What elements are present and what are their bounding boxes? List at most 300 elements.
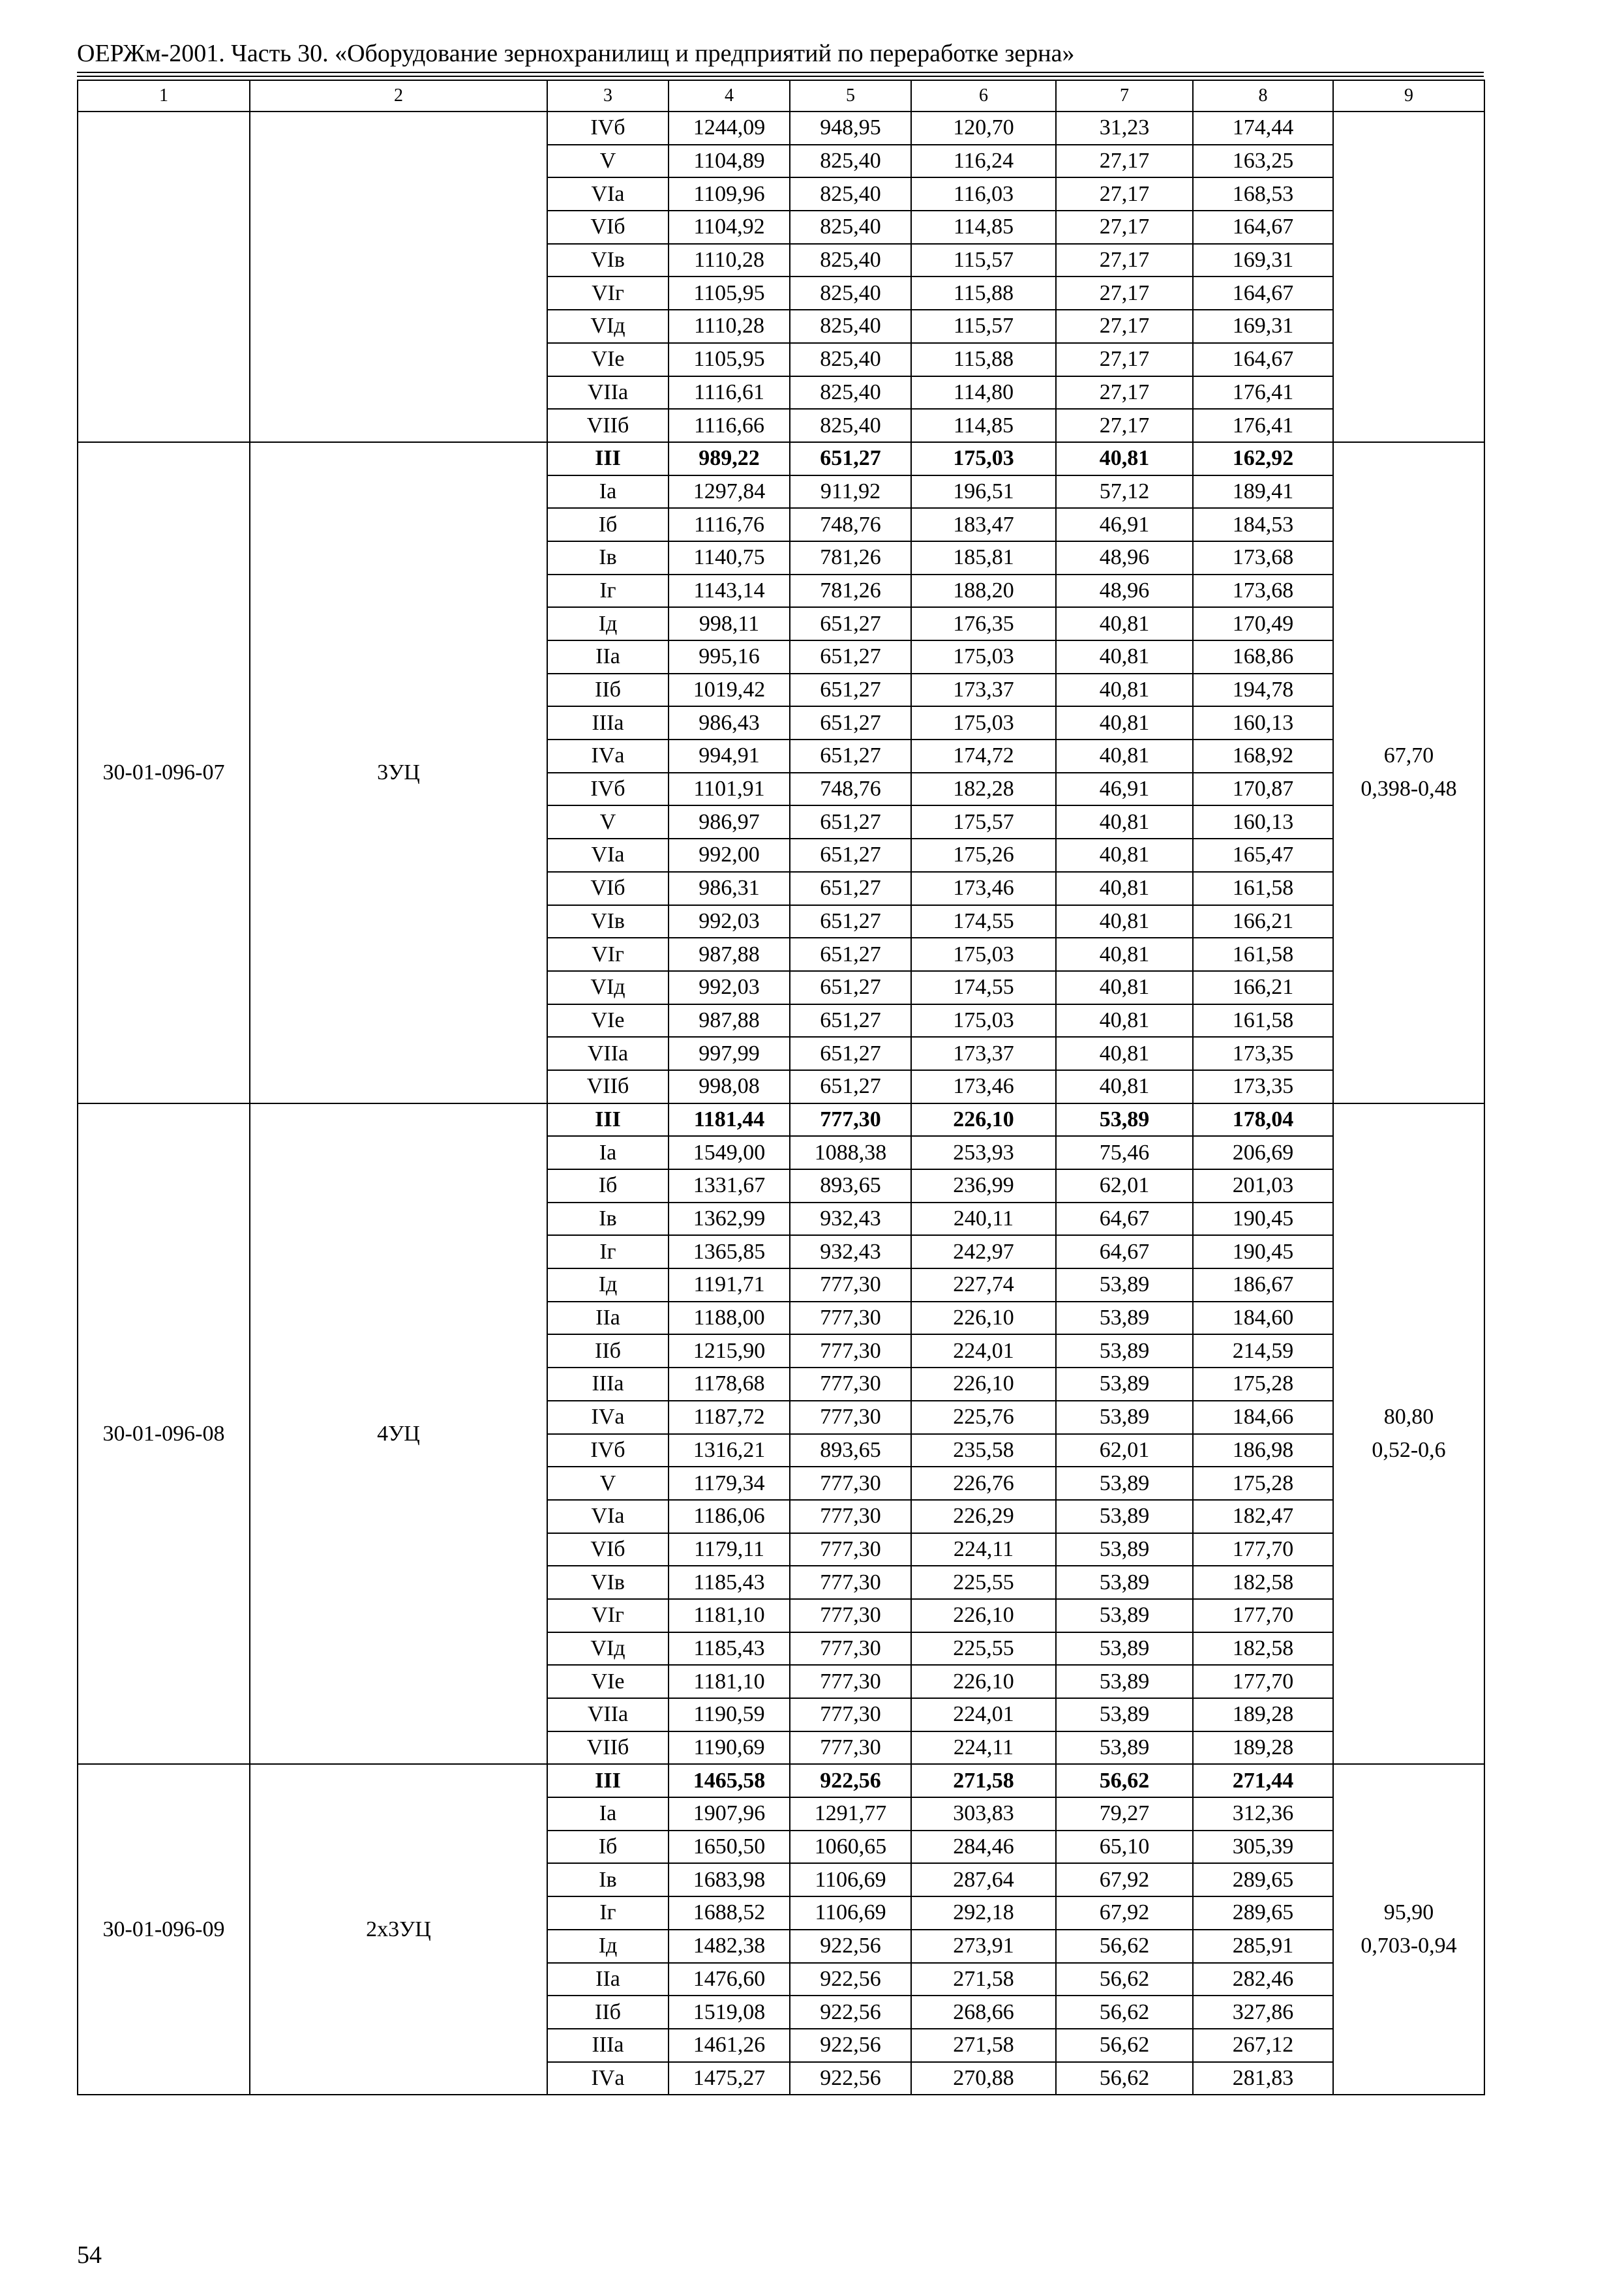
value-cell: 176,41	[1193, 409, 1333, 442]
value-cell: 271,58	[911, 2029, 1056, 2062]
value-cell: 75,46	[1056, 1136, 1193, 1169]
zone-cell: IIб	[547, 1996, 669, 2029]
value-cell: 825,40	[790, 277, 911, 310]
value-cell: 163,25	[1193, 145, 1333, 178]
value-cell: 922,56	[790, 1996, 911, 2029]
value-cell: 182,58	[1193, 1632, 1333, 1666]
value-cell: 932,43	[790, 1203, 911, 1236]
value-cell: 1907,96	[669, 1797, 790, 1831]
value-cell: 48,96	[1056, 541, 1193, 575]
value-cell: 1181,44	[669, 1103, 790, 1137]
value-cell: 40,81	[1056, 607, 1193, 640]
value-cell: 62,01	[1056, 1434, 1193, 1467]
page-number: 54	[77, 2241, 102, 2269]
value-cell: 175,03	[911, 442, 1056, 475]
value-cell: 175,03	[911, 1004, 1056, 1038]
col-header-7: 7	[1056, 80, 1193, 112]
value-cell: 997,99	[669, 1037, 790, 1070]
mass-value: 67,70	[1383, 743, 1434, 768]
value-cell: 175,28	[1193, 1467, 1333, 1500]
value-cell: 164,67	[1193, 277, 1333, 310]
value-cell: 1215,90	[669, 1334, 790, 1368]
value-cell: 40,81	[1056, 1004, 1193, 1038]
value-cell: 174,44	[1193, 112, 1333, 145]
value-cell: 1105,95	[669, 343, 790, 376]
value-cell: 998,08	[669, 1070, 790, 1103]
value-cell: 270,88	[911, 2062, 1056, 2095]
value-cell: 285,91	[1193, 1930, 1333, 1963]
header-rule-top	[77, 72, 1484, 73]
value-cell: 922,56	[790, 1930, 911, 1963]
value-cell: 1683,98	[669, 1863, 790, 1896]
mass-value: 80,80	[1383, 1404, 1434, 1429]
zone-cell: IIа	[547, 640, 669, 674]
zone-cell: VIе	[547, 1004, 669, 1038]
zone-cell: IVа	[547, 1401, 669, 1434]
value-cell: 173,35	[1193, 1037, 1333, 1070]
value-cell: 206,69	[1193, 1136, 1333, 1169]
value-cell: 194,78	[1193, 674, 1333, 707]
value-cell: 1475,27	[669, 2062, 790, 2095]
mass-range: 0,703-0,94	[1361, 1933, 1457, 1958]
value-cell: 40,81	[1056, 905, 1193, 938]
value-cell: 175,28	[1193, 1368, 1333, 1401]
equipment-name: 4УЦ	[250, 1103, 547, 1765]
value-cell: 224,11	[911, 1533, 1056, 1566]
value-cell: 53,89	[1056, 1665, 1193, 1698]
value-cell: 992,03	[669, 971, 790, 1004]
value-cell: 225,55	[911, 1566, 1056, 1599]
value-cell: 161,58	[1193, 872, 1333, 905]
value-cell: 825,40	[790, 244, 911, 277]
value-cell: 777,30	[790, 1665, 911, 1698]
value-cell: 1291,77	[790, 1797, 911, 1831]
weight-cell	[1333, 112, 1484, 442]
zone-cell: IIа	[547, 1963, 669, 1996]
zone-cell: VIIб	[547, 409, 669, 442]
col-header-8: 8	[1193, 80, 1333, 112]
resource-code: 30-01-096-07	[78, 442, 250, 1103]
value-cell: 1365,85	[669, 1235, 790, 1268]
zone-cell: VIб	[547, 211, 669, 244]
value-cell: 1116,61	[669, 376, 790, 410]
zone-cell: V	[547, 805, 669, 839]
value-cell: 166,21	[1193, 971, 1333, 1004]
zone-cell: IIIа	[547, 1368, 669, 1401]
value-cell: 777,30	[790, 1401, 911, 1434]
value-cell: 825,40	[790, 145, 911, 178]
zone-cell: VIа	[547, 839, 669, 872]
value-cell: 289,65	[1193, 1863, 1333, 1896]
value-cell: 170,49	[1193, 607, 1333, 640]
value-cell: 173,37	[911, 1037, 1056, 1070]
zone-cell: VIа	[547, 1500, 669, 1533]
value-cell: 651,27	[790, 805, 911, 839]
value-cell: 64,67	[1056, 1203, 1193, 1236]
value-cell: 53,89	[1056, 1334, 1193, 1368]
value-cell: 214,59	[1193, 1334, 1333, 1368]
zone-cell: VIIа	[547, 1698, 669, 1731]
value-cell: 27,17	[1056, 145, 1193, 178]
value-cell: 40,81	[1056, 839, 1193, 872]
value-cell: 196,51	[911, 475, 1056, 509]
zone-cell: V	[547, 1467, 669, 1500]
col-header-1: 1	[78, 80, 250, 112]
value-cell: 932,43	[790, 1235, 911, 1268]
value-cell: 284,46	[911, 1831, 1056, 1864]
col-header-5: 5	[790, 80, 911, 112]
value-cell: 201,03	[1193, 1169, 1333, 1203]
value-cell: 56,62	[1056, 1764, 1193, 1797]
value-cell: 184,66	[1193, 1401, 1333, 1434]
value-cell: 169,31	[1193, 244, 1333, 277]
value-cell: 116,24	[911, 145, 1056, 178]
value-cell: 53,89	[1056, 1632, 1193, 1666]
value-cell: 175,03	[911, 938, 1056, 971]
zone-cell: Iа	[547, 1797, 669, 1831]
value-cell: 1650,50	[669, 1831, 790, 1864]
value-cell: 166,21	[1193, 905, 1333, 938]
page-header: ОЕРЖм-2001. Часть 30. «Оборудование зернохранилищ и предприятий по переработке зерна»	[77, 40, 1075, 67]
zone-cell: IVа	[547, 740, 669, 773]
value-cell: 235,58	[911, 1434, 1056, 1467]
value-cell: 40,81	[1056, 1037, 1193, 1070]
resource-code: 30-01-096-08	[78, 1103, 250, 1765]
zone-cell: VIг	[547, 938, 669, 971]
table-row	[78, 1103, 1484, 1137]
value-cell: 46,91	[1056, 508, 1193, 541]
value-cell: 188,20	[911, 575, 1056, 608]
value-cell: 281,83	[1193, 2062, 1333, 2095]
value-cell: 226,10	[911, 1302, 1056, 1335]
value-cell: 1178,68	[669, 1368, 790, 1401]
value-cell: 27,17	[1056, 211, 1193, 244]
value-cell: 186,67	[1193, 1268, 1333, 1302]
value-cell: 114,80	[911, 376, 1056, 410]
value-cell: 986,31	[669, 872, 790, 905]
zone-cell: Iа	[547, 475, 669, 509]
value-cell: 1019,42	[669, 674, 790, 707]
value-cell: 225,76	[911, 1401, 1056, 1434]
value-cell: 225,55	[911, 1632, 1056, 1666]
value-cell: 176,41	[1193, 376, 1333, 410]
value-cell: 185,81	[911, 541, 1056, 575]
zone-cell: III	[547, 1764, 669, 1797]
zone-cell: VIд	[547, 971, 669, 1004]
value-cell: 1476,60	[669, 1963, 790, 1996]
value-cell: 27,17	[1056, 409, 1193, 442]
zone-cell: IVб	[547, 773, 669, 806]
value-cell: 1181,10	[669, 1665, 790, 1698]
zone-cell: VIе	[547, 1665, 669, 1698]
value-cell: 1104,89	[669, 145, 790, 178]
col-header-3: 3	[547, 80, 669, 112]
column-number-row	[78, 80, 1484, 112]
value-cell: 1110,28	[669, 244, 790, 277]
zone-cell: Iд	[547, 607, 669, 640]
value-cell: 1179,34	[669, 1467, 790, 1500]
value-cell: 992,03	[669, 905, 790, 938]
value-cell: 312,36	[1193, 1797, 1333, 1831]
resource-code: 30-01-096-09	[78, 1764, 250, 2095]
zone-cell: VIв	[547, 905, 669, 938]
mass-range: 0,52-0,6	[1372, 1437, 1446, 1462]
value-cell: 922,56	[790, 1764, 911, 1797]
zone-cell: Iб	[547, 1169, 669, 1203]
value-cell: 1140,75	[669, 541, 790, 575]
value-cell: 57,12	[1056, 475, 1193, 509]
value-cell: 253,93	[911, 1136, 1056, 1169]
value-cell: 651,27	[790, 938, 911, 971]
value-cell: 1190,59	[669, 1698, 790, 1731]
zone-cell: VIв	[547, 244, 669, 277]
zone-cell: IIIа	[547, 706, 669, 740]
value-cell: 53,89	[1056, 1566, 1193, 1599]
weight-cell	[1333, 442, 1484, 1103]
value-cell: 1106,69	[790, 1863, 911, 1896]
value-cell: 27,17	[1056, 277, 1193, 310]
zone-cell: VIIа	[547, 1037, 669, 1070]
value-cell: 303,83	[911, 1797, 1056, 1831]
value-cell: 292,18	[911, 1896, 1056, 1930]
value-cell: 53,89	[1056, 1731, 1193, 1765]
value-cell: 777,30	[790, 1268, 911, 1302]
value-cell: 777,30	[790, 1632, 911, 1666]
value-cell: 777,30	[790, 1731, 911, 1765]
value-cell: 46,91	[1056, 773, 1193, 806]
value-cell: 327,86	[1193, 1996, 1333, 2029]
zone-cell: VIе	[547, 343, 669, 376]
zone-cell: IIIа	[547, 2029, 669, 2062]
value-cell: 1185,43	[669, 1566, 790, 1599]
zone-cell: IVб	[547, 112, 669, 145]
value-cell: 173,68	[1193, 541, 1333, 575]
zone-cell: Iд	[547, 1268, 669, 1302]
value-cell: 53,89	[1056, 1467, 1193, 1500]
value-cell: 40,81	[1056, 938, 1193, 971]
price-table	[77, 80, 1485, 2095]
zone-cell: Iб	[547, 1831, 669, 1864]
value-cell: 1688,52	[669, 1896, 790, 1930]
value-cell: 1549,00	[669, 1136, 790, 1169]
value-cell: 67,92	[1056, 1863, 1193, 1896]
value-cell: 160,13	[1193, 805, 1333, 839]
zone-cell: Iг	[547, 1896, 669, 1930]
value-cell: 53,89	[1056, 1401, 1193, 1434]
value-cell: 651,27	[790, 442, 911, 475]
value-cell: 825,40	[790, 409, 911, 442]
value-cell: 781,26	[790, 541, 911, 575]
value-cell: 62,01	[1056, 1169, 1193, 1203]
value-cell: 40,81	[1056, 674, 1193, 707]
value-cell: 27,17	[1056, 244, 1193, 277]
value-cell: 651,27	[790, 839, 911, 872]
equipment-name	[250, 112, 547, 442]
value-cell: 777,30	[790, 1533, 911, 1566]
value-cell: 282,46	[1193, 1963, 1333, 1996]
zone-cell: Iб	[547, 508, 669, 541]
value-cell: 115,57	[911, 310, 1056, 343]
value-cell: 177,70	[1193, 1599, 1333, 1632]
value-cell: 1519,08	[669, 1996, 790, 2029]
value-cell: 161,58	[1193, 938, 1333, 971]
value-cell: 651,27	[790, 1004, 911, 1038]
col-header-9: 9	[1333, 80, 1484, 112]
value-cell: 53,89	[1056, 1599, 1193, 1632]
weight-cell	[1333, 1764, 1484, 2095]
value-cell: 177,70	[1193, 1533, 1333, 1566]
value-cell: 184,53	[1193, 508, 1333, 541]
value-cell: 1104,92	[669, 211, 790, 244]
value-cell: 651,27	[790, 872, 911, 905]
value-cell: 240,11	[911, 1203, 1056, 1236]
value-cell: 1109,96	[669, 177, 790, 211]
col-header-2: 2	[250, 80, 547, 112]
table-row	[78, 442, 1484, 475]
value-cell: 165,47	[1193, 839, 1333, 872]
zone-cell: VIд	[547, 1632, 669, 1666]
zone-cell: VIа	[547, 177, 669, 211]
value-cell: 1188,00	[669, 1302, 790, 1335]
value-cell: 1244,09	[669, 112, 790, 145]
value-cell: 987,88	[669, 1004, 790, 1038]
value-cell: 651,27	[790, 1037, 911, 1070]
value-cell: 777,30	[790, 1368, 911, 1401]
zone-cell: III	[547, 1103, 669, 1137]
value-cell: 116,03	[911, 177, 1056, 211]
value-cell: 911,92	[790, 475, 911, 509]
value-cell: 190,45	[1193, 1203, 1333, 1236]
zone-cell: V	[547, 145, 669, 178]
value-cell: 1297,84	[669, 475, 790, 509]
value-cell: 1101,91	[669, 773, 790, 806]
value-cell: 651,27	[790, 674, 911, 707]
value-cell: 53,89	[1056, 1103, 1193, 1137]
value-cell: 114,85	[911, 211, 1056, 244]
value-cell: 48,96	[1056, 575, 1193, 608]
value-cell: 27,17	[1056, 177, 1193, 211]
zone-cell: VIIб	[547, 1070, 669, 1103]
zone-cell: Iа	[547, 1136, 669, 1169]
value-cell: 162,92	[1193, 442, 1333, 475]
table-body	[78, 112, 1484, 2095]
value-cell: 825,40	[790, 177, 911, 211]
value-cell: 651,27	[790, 740, 911, 773]
value-cell: 998,11	[669, 607, 790, 640]
value-cell: 1482,38	[669, 1930, 790, 1963]
zone-cell: IVа	[547, 2062, 669, 2095]
resource-code	[78, 112, 250, 442]
value-cell: 182,58	[1193, 1566, 1333, 1599]
value-cell: 40,81	[1056, 640, 1193, 674]
value-cell: 267,12	[1193, 2029, 1333, 2062]
value-cell: 120,70	[911, 112, 1056, 145]
value-cell: 777,30	[790, 1500, 911, 1533]
value-cell: 40,81	[1056, 1070, 1193, 1103]
value-cell: 271,44	[1193, 1764, 1333, 1797]
value-cell: 1179,11	[669, 1533, 790, 1566]
zone-cell: IIб	[547, 674, 669, 707]
value-cell: 226,10	[911, 1103, 1056, 1137]
zone-cell: VIг	[547, 277, 669, 310]
value-cell: 781,26	[790, 575, 911, 608]
value-cell: 922,56	[790, 1963, 911, 1996]
value-cell: 1110,28	[669, 310, 790, 343]
value-cell: 289,65	[1193, 1896, 1333, 1930]
value-cell: 182,47	[1193, 1500, 1333, 1533]
zone-cell: Iд	[547, 1930, 669, 1963]
value-cell: 948,95	[790, 112, 911, 145]
value-cell: 825,40	[790, 343, 911, 376]
zone-cell: IIб	[547, 1334, 669, 1368]
value-cell: 226,76	[911, 1467, 1056, 1500]
value-cell: 825,40	[790, 310, 911, 343]
value-cell: 1116,66	[669, 409, 790, 442]
value-cell: 1461,26	[669, 2029, 790, 2062]
zone-cell: IIа	[547, 1302, 669, 1335]
value-cell: 922,56	[790, 2029, 911, 2062]
zone-cell: Iг	[547, 1235, 669, 1268]
value-cell: 305,39	[1193, 1831, 1333, 1864]
value-cell: 53,89	[1056, 1698, 1193, 1731]
weight-cell	[1333, 1103, 1484, 1765]
zone-cell: VIв	[547, 1566, 669, 1599]
value-cell: 27,17	[1056, 376, 1193, 410]
value-cell: 178,04	[1193, 1103, 1333, 1137]
value-cell: 67,92	[1056, 1896, 1193, 1930]
value-cell: 242,97	[911, 1235, 1056, 1268]
value-cell: 182,28	[911, 773, 1056, 806]
value-cell: 748,76	[790, 773, 911, 806]
value-cell: 986,97	[669, 805, 790, 839]
value-cell: 27,17	[1056, 343, 1193, 376]
zone-cell: VIд	[547, 310, 669, 343]
value-cell: 1116,76	[669, 508, 790, 541]
value-cell: 184,60	[1193, 1302, 1333, 1335]
value-cell: 1143,14	[669, 575, 790, 608]
value-cell: 777,30	[790, 1302, 911, 1335]
value-cell: 825,40	[790, 376, 911, 410]
zone-cell: VIб	[547, 872, 669, 905]
value-cell: 1181,10	[669, 1599, 790, 1632]
value-cell: 224,11	[911, 1731, 1056, 1765]
value-cell: 1316,21	[669, 1434, 790, 1467]
value-cell: 115,88	[911, 343, 1056, 376]
value-cell: 168,86	[1193, 640, 1333, 674]
header-rule-bottom	[77, 76, 1484, 77]
value-cell: 273,91	[911, 1930, 1056, 1963]
value-cell: 1185,43	[669, 1632, 790, 1666]
value-cell: 777,30	[790, 1566, 911, 1599]
value-cell: 40,81	[1056, 872, 1193, 905]
value-cell: 175,26	[911, 839, 1056, 872]
value-cell: 164,67	[1193, 343, 1333, 376]
value-cell: 189,41	[1193, 475, 1333, 509]
value-cell: 173,35	[1193, 1070, 1333, 1103]
value-cell: 1060,65	[790, 1831, 911, 1864]
value-cell: 169,31	[1193, 310, 1333, 343]
value-cell: 271,58	[911, 1963, 1056, 1996]
value-cell: 287,64	[911, 1863, 1056, 1896]
value-cell: 236,99	[911, 1169, 1056, 1203]
value-cell: 748,76	[790, 508, 911, 541]
value-cell: 777,30	[790, 1334, 911, 1368]
col-header-6: 6	[911, 80, 1056, 112]
table-row	[78, 1764, 1484, 1797]
value-cell: 27,17	[1056, 310, 1193, 343]
value-cell: 164,67	[1193, 211, 1333, 244]
value-cell: 175,03	[911, 706, 1056, 740]
